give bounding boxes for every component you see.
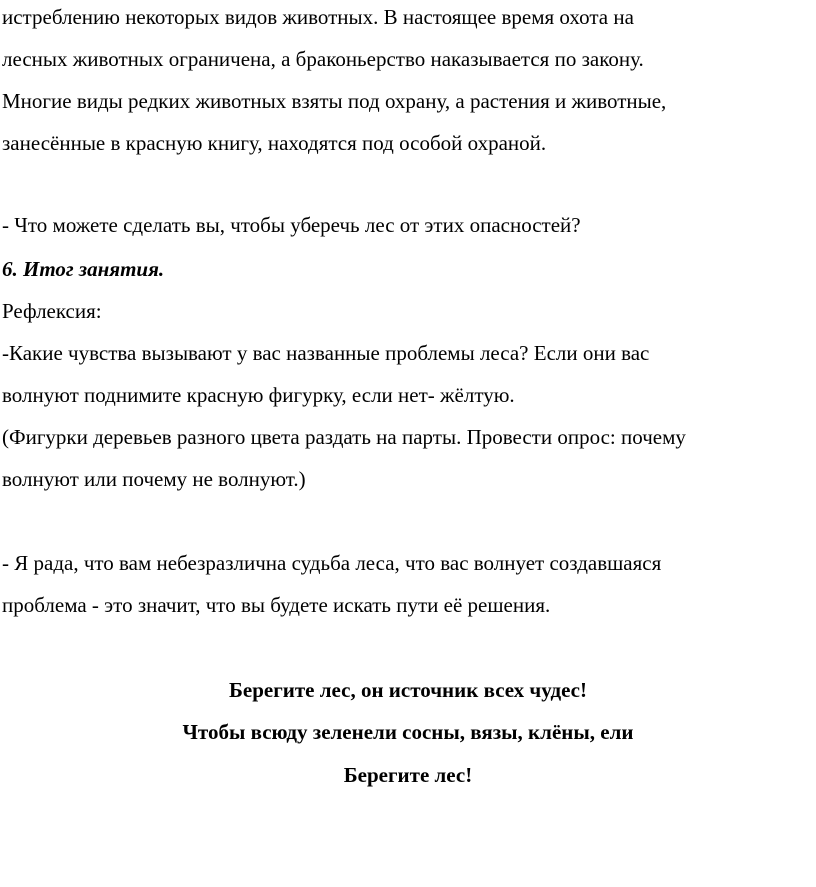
paragraph-line: занесённые в красную книгу, находятся под особой охраной. bbox=[2, 131, 547, 155]
closing-line: - Я рада, что вам небезразлична судьба леса, что вас волнует создавшаяся bbox=[2, 551, 662, 575]
paragraph-line: лесных животных ограничена, а браконьерство наказывается по закону. bbox=[2, 47, 644, 71]
poem-line: Чтобы всюду зеленели сосны, вязы, клёны, ели bbox=[182, 720, 634, 744]
reflection-line: (Фигурки деревьев разного цвета раздать на парты. Провести опрос: почему bbox=[2, 425, 686, 449]
reflection-line: волнуют поднимите красную фигурку, если нет- жёлтую. bbox=[2, 383, 515, 407]
paragraph-line: Многие виды редких животных взяты под охрану, а растения и животные, bbox=[2, 89, 667, 113]
reflection-line: волнуют или почему не волнуют.) bbox=[2, 467, 306, 491]
paragraph-line: истреблению некоторых видов животных. В настоящее время охота на bbox=[2, 5, 634, 29]
question-line: - Что можете сделать вы, чтобы уберечь лес от этих опасностей? bbox=[2, 213, 581, 237]
poem-line: Берегите лес, он источник всех чудес! bbox=[229, 678, 587, 702]
poem-line: Берегите лес! bbox=[343, 763, 473, 787]
section-heading: 6. Итог занятия. bbox=[2, 257, 165, 281]
reflection-label: Рефлексия: bbox=[2, 299, 102, 323]
closing-line: проблема - это значит, что вы будете искать пути её решения. bbox=[2, 593, 551, 617]
reflection-line: -Какие чувства вызывают у вас названные проблемы леса? Если они вас bbox=[2, 341, 650, 365]
